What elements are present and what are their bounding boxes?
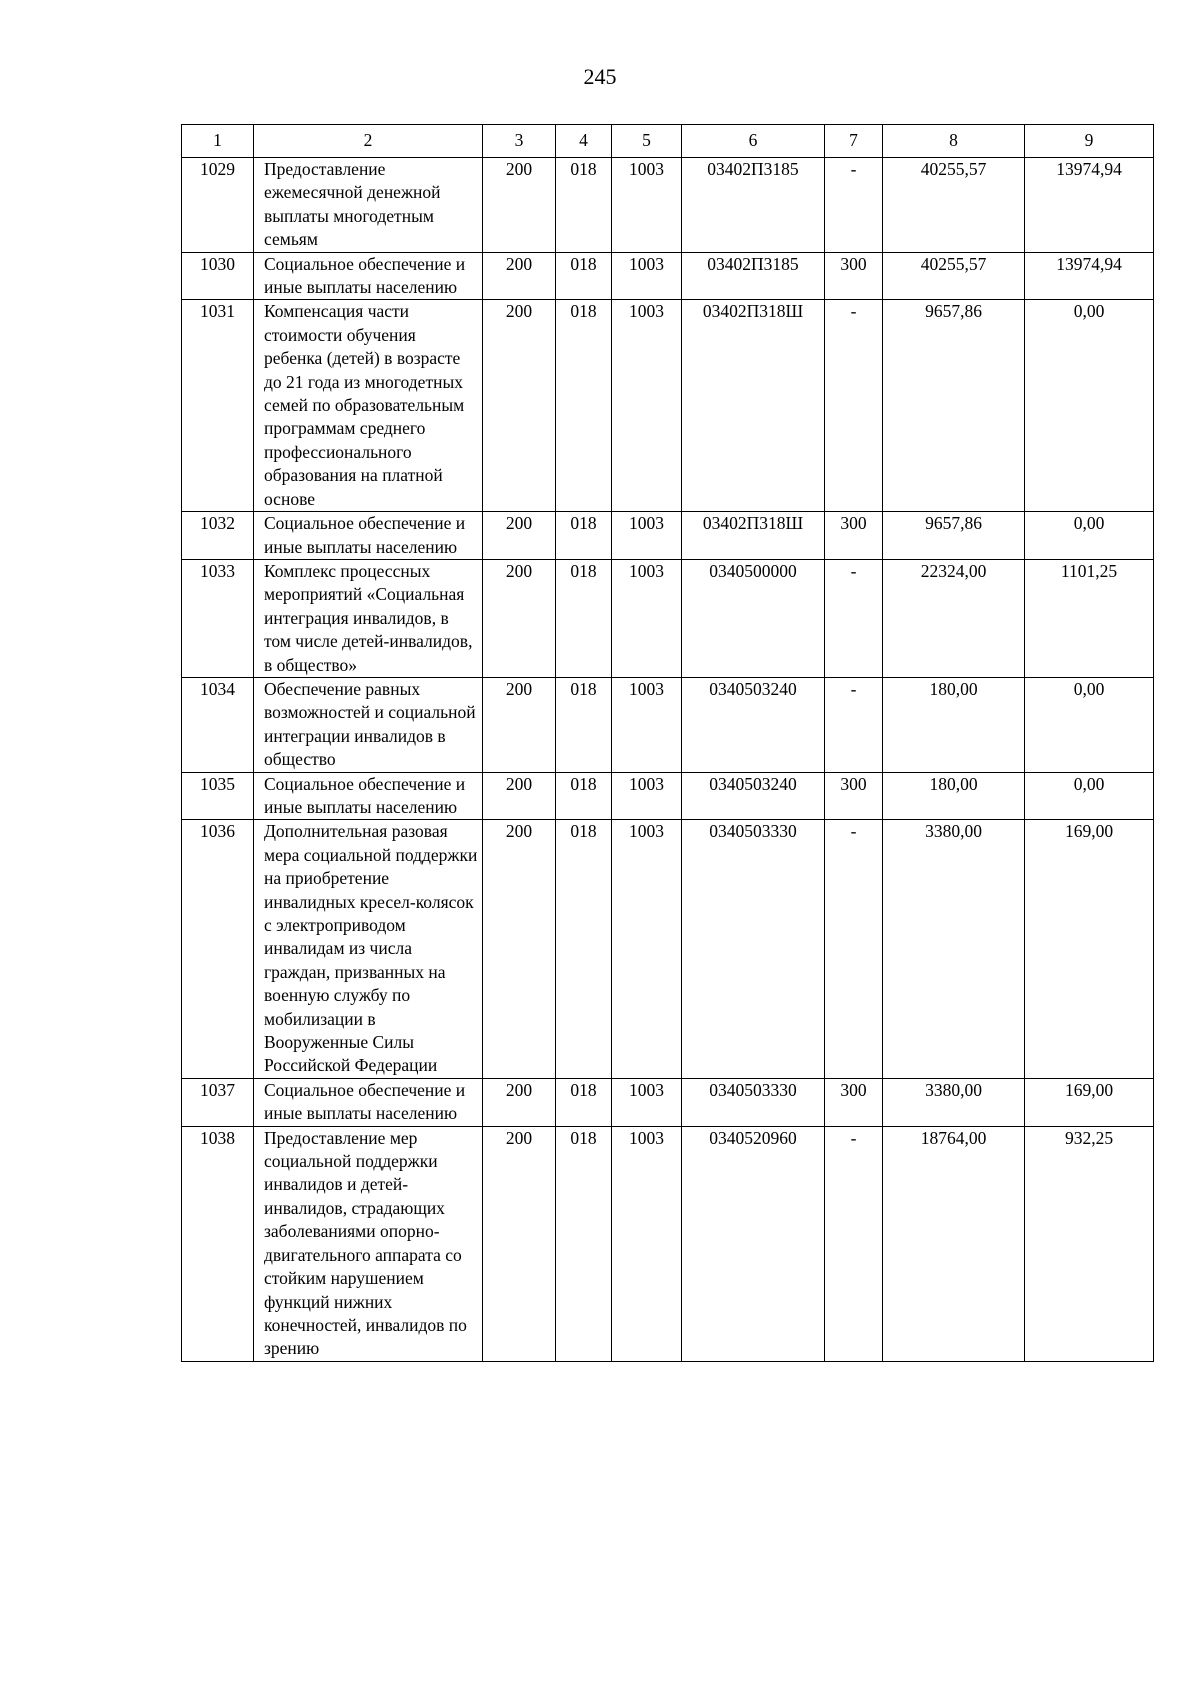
row-col-8: 9657,86: [883, 300, 1025, 512]
row-description: Комплекс процессных мероприятий «Социальная интеграция инвалидов, в том числе детей-инвалидов, в общество»: [254, 559, 483, 677]
table-row: [182, 559, 1154, 677]
row-col-6: 0340500000: [682, 559, 825, 677]
row-col-5: 1003: [612, 512, 682, 560]
row-col-5: 1003: [612, 252, 682, 300]
row-col-8: 3380,00: [883, 820, 1025, 1078]
row-col-3: 200: [483, 252, 556, 300]
row-col-9: 13974,94: [1025, 158, 1154, 253]
row-col-7: 300: [825, 512, 883, 560]
row-number: 1031: [182, 300, 254, 512]
row-col-9: 0,00: [1025, 677, 1154, 772]
row-col-8: 3380,00: [883, 1078, 1025, 1126]
row-col-4: 018: [556, 300, 612, 512]
row-col-8: 40255,57: [883, 158, 1025, 253]
row-col-9: 0,00: [1025, 772, 1154, 820]
row-col-3: 200: [483, 820, 556, 1078]
row-number: 1033: [182, 559, 254, 677]
row-col-4: 018: [556, 559, 612, 677]
row-description: Компенсация части стоимости обучения ребенка (детей) в возрасте до 21 года из многодетных семей по образовательным программам среднего профессионального образования на платной основе: [254, 300, 483, 512]
row-col-6: 03402П3185: [682, 252, 825, 300]
table-row: [182, 772, 1154, 820]
row-col-5: 1003: [612, 677, 682, 772]
row-col-4: 018: [556, 158, 612, 253]
row-col-3: 200: [483, 512, 556, 560]
row-col-6: 0340503240: [682, 677, 825, 772]
row-col-5: 1003: [612, 820, 682, 1078]
header-cell-9: 9: [1025, 125, 1154, 158]
header-cell-3: 3: [483, 125, 556, 158]
row-col-7: 300: [825, 252, 883, 300]
row-col-7: 300: [825, 772, 883, 820]
row-col-8: 18764,00: [883, 1126, 1025, 1361]
row-col-8: 180,00: [883, 772, 1025, 820]
row-col-9: 169,00: [1025, 1078, 1154, 1126]
table-row: [182, 1126, 1154, 1361]
row-number: 1030: [182, 252, 254, 300]
row-number: 1038: [182, 1126, 254, 1361]
row-col-3: 200: [483, 677, 556, 772]
header-cell-4: 4: [556, 125, 612, 158]
row-number: 1034: [182, 677, 254, 772]
row-description: Дополнительная разовая мера социальной поддержки на приобретение инвалидных кресел-колясок с электроприводом инвалидам из числа граждан, призванных на военную службу по мобилизации в Вооруженные Силы Российской Федерации: [254, 820, 483, 1078]
row-col-6: 0340503330: [682, 1078, 825, 1126]
row-description: Обеспечение равных возможностей и социальной интеграции инвалидов в общество: [254, 677, 483, 772]
row-col-6: 03402П318Ш: [682, 512, 825, 560]
row-col-4: 018: [556, 820, 612, 1078]
row-col-7: -: [825, 1126, 883, 1361]
table-row: [182, 252, 1154, 300]
header-cell-2: 2: [254, 125, 483, 158]
row-col-4: 018: [556, 1126, 612, 1361]
row-col-9: 169,00: [1025, 820, 1154, 1078]
row-col-8: 22324,00: [883, 559, 1025, 677]
header-cell-5: 5: [612, 125, 682, 158]
row-col-6: 03402П3185: [682, 158, 825, 253]
row-col-4: 018: [556, 772, 612, 820]
row-col-7: -: [825, 559, 883, 677]
row-col-3: 200: [483, 1078, 556, 1126]
budget-table: [181, 124, 1154, 1362]
row-description: Социальное обеспечение и иные выплаты населению: [254, 772, 483, 820]
row-col-9: 1101,25: [1025, 559, 1154, 677]
table-row: [182, 158, 1154, 253]
row-col-5: 1003: [612, 158, 682, 253]
row-number: 1036: [182, 820, 254, 1078]
row-col-3: 200: [483, 772, 556, 820]
row-col-6: 0340503330: [682, 820, 825, 1078]
header-cell-8: 8: [883, 125, 1025, 158]
row-col-3: 200: [483, 1126, 556, 1361]
row-description: Социальное обеспечение и иные выплаты населению: [254, 512, 483, 560]
row-col-4: 018: [556, 252, 612, 300]
row-col-9: 932,25: [1025, 1126, 1154, 1361]
row-number: 1032: [182, 512, 254, 560]
table-row: [182, 512, 1154, 560]
row-description: Предоставление мер социальной поддержки инвалидов и детей-инвалидов, страдающих заболеваниями опорно-двигательного аппарата со стойким нарушением функций нижних конечностей, инвалидов по зрению: [254, 1126, 483, 1361]
row-number: 1029: [182, 158, 254, 253]
row-col-4: 018: [556, 677, 612, 772]
page-number: 245: [583, 64, 617, 89]
row-col-3: 200: [483, 300, 556, 512]
header-cell-6: 6: [682, 125, 825, 158]
row-col-7: -: [825, 158, 883, 253]
row-col-8: 40255,57: [883, 252, 1025, 300]
row-col-9: 0,00: [1025, 512, 1154, 560]
header-cell-1: 1: [182, 125, 254, 158]
row-number: 1035: [182, 772, 254, 820]
row-col-5: 1003: [612, 300, 682, 512]
header-row: [182, 125, 1154, 158]
row-description: Предоставление ежемесячной денежной выплаты многодетным семьям: [254, 158, 483, 253]
row-col-9: 0,00: [1025, 300, 1154, 512]
row-col-3: 200: [483, 158, 556, 253]
table-row: [182, 300, 1154, 512]
row-col-8: 9657,86: [883, 512, 1025, 560]
row-col-4: 018: [556, 1078, 612, 1126]
row-col-7: -: [825, 820, 883, 1078]
table-row: [182, 1078, 1154, 1126]
row-col-5: 1003: [612, 1126, 682, 1361]
row-col-8: 180,00: [883, 677, 1025, 772]
row-col-7: 300: [825, 1078, 883, 1126]
row-col-3: 200: [483, 559, 556, 677]
row-col-9: 13974,94: [1025, 252, 1154, 300]
table-row: [182, 820, 1154, 1078]
row-col-6: 03402П318Ш: [682, 300, 825, 512]
row-col-7: -: [825, 677, 883, 772]
table-row: [182, 677, 1154, 772]
row-col-5: 1003: [612, 1078, 682, 1126]
header-cell-7: 7: [825, 125, 883, 158]
row-col-4: 018: [556, 512, 612, 560]
row-number: 1037: [182, 1078, 254, 1126]
row-col-5: 1003: [612, 559, 682, 677]
row-col-5: 1003: [612, 772, 682, 820]
row-col-7: -: [825, 300, 883, 512]
row-col-6: 0340520960: [682, 1126, 825, 1361]
row-description: Социальное обеспечение и иные выплаты населению: [254, 252, 483, 300]
row-col-6: 0340503240: [682, 772, 825, 820]
row-description: Социальное обеспечение и иные выплаты населению: [254, 1078, 483, 1126]
